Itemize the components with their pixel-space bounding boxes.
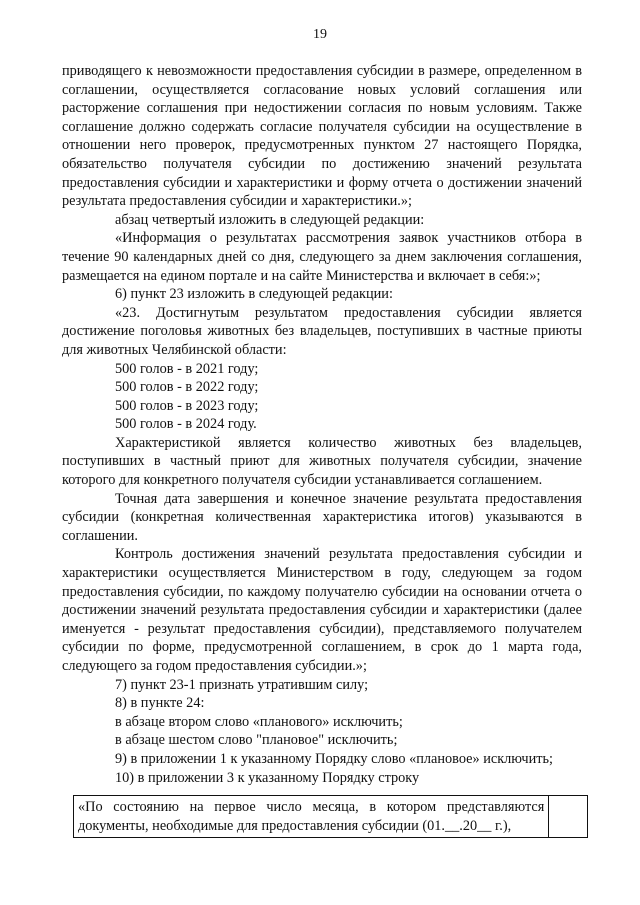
list-item: в абзаце втором слово «планового» исключить; bbox=[115, 713, 403, 730]
year-line: 500 голов - в 2023 году; bbox=[115, 397, 259, 414]
year-line: 500 голов - в 2024 году. bbox=[115, 416, 257, 433]
paragraph-item-6: 6) пункт 23 изложить в следующей редакции: bbox=[115, 286, 393, 303]
paragraph-point-23: «23. Достигнутым результатом предоставления субсидии является достижение поголовья животных без владельцев, поступивших в частные приюты для животных Челябинской области: bbox=[62, 304, 582, 358]
table-row bbox=[74, 796, 588, 838]
table-cell-empty bbox=[549, 796, 588, 838]
list-item: 8) в пункте 24: bbox=[115, 695, 205, 712]
quoted-table bbox=[73, 795, 588, 838]
list-item: 7) пункт 23-1 признать утратившим силу; bbox=[115, 676, 369, 693]
paragraph-instruction: абзац четвертый изложить в следующей редакции: bbox=[115, 211, 425, 228]
table-cell: «По состоянию на первое число месяца, в котором представляются документы, необходимые для предоставления субсидии (01.__.20__ г.), bbox=[74, 796, 549, 838]
year-line: 500 голов - в 2021 году; bbox=[115, 360, 259, 377]
list-item: 10) в приложении 3 к указанному Порядку строку bbox=[115, 769, 420, 786]
document-body bbox=[62, 62, 582, 787]
paragraph-quote-info: «Информация о результатах рассмотрения заявок участников отбора в течение 90 календарных дней со дня, следующего за днем заключения соглашения, размещается на едином портале и на сайте Министерства и включает в себя:»; bbox=[62, 230, 582, 284]
list-item: 9) в приложении 1 к указанному Порядку слово «плановое» исключить; bbox=[115, 750, 554, 767]
page-number: 19 bbox=[313, 27, 327, 42]
list-item: в абзаце шестом слово "плановое" исключить; bbox=[115, 732, 398, 749]
paragraph-control: Контроль достижения значений результата предоставления субсидии и характеристики осуществляется Министерством в году, следующем за годом предоставления субсидии, по каждому получателю субсидии на основании отчета о достижении значений результата предоставления субсидии и характеристики (далее именуется - результат предоставления субсидии), представляемого получателем субсидии по форме, предусмотренной соглашением, в срок до 1 марта года, следующего за годом предоставления субсидии.»; bbox=[62, 546, 582, 674]
year-line: 500 голов - в 2022 году; bbox=[115, 379, 259, 396]
paragraph-completion-date: Точная дата завершения и конечное значение результата предоставления субсидии (конкретная количественная характеристика итогов) указываются в соглашении. bbox=[62, 490, 582, 544]
paragraph-characteristic: Характеристикой является количество животных без владельцев, поступивших в частный приют для животных получателя субсидии, значение которого для конкретного получателя субсидии устанавливается соглашением. bbox=[62, 434, 582, 489]
paragraph-continuation: приводящего к невозможности предоставления субсидии в размере, определенном в соглашении, осуществляется согласование новых условий соглашения или расторжение соглашения при недостижении согласия по новым условиям. Также соглашение должно содержать согласие получателя субсидии на осуществление в отношении него проверок, предусмотренных пунктом 27 настоящего Порядка, обязательство получателя субсидии по достижению значений результата предоставления субсидии и характеристики и форму отчета о достижении значений результата предоставления субсидии и характеристики.»; bbox=[62, 63, 582, 210]
